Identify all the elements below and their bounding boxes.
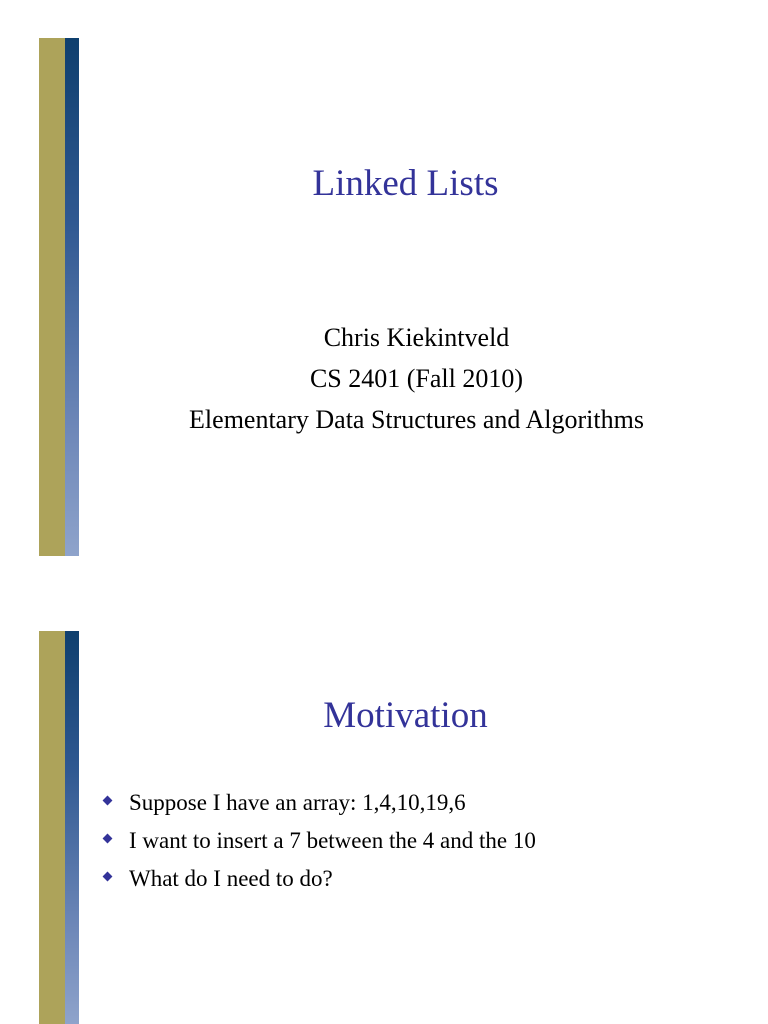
bullet-text: What do I need to do? (129, 866, 333, 891)
author-name: Chris Kiekintveld (323, 323, 510, 352)
list-item (104, 784, 536, 822)
decorative-bar-gold (39, 38, 65, 556)
bullet-text: Suppose I have an array: 1,4,10,19,6 (129, 790, 466, 815)
bullet-list (104, 784, 536, 898)
slide-heading: Motivation (323, 695, 488, 736)
bullet-text: I want to insert a 7 between the 4 and the 10 (129, 828, 536, 853)
decorative-bar-blue (65, 631, 79, 1024)
list-item (104, 822, 536, 860)
diamond-bullet-icon (103, 872, 113, 882)
slide-title-heading: Linked Lists (312, 163, 499, 204)
slide-motivation (0, 631, 768, 1024)
subtitle-block (79, 317, 768, 440)
diamond-bullet-icon (103, 796, 113, 806)
decorative-bar-gold (39, 631, 65, 1024)
slide-title (0, 38, 768, 556)
list-item (104, 860, 536, 898)
course-code: CS 2401 (Fall 2010) (309, 364, 524, 393)
diamond-bullet-icon (103, 834, 113, 844)
course-name: Elementary Data Structures and Algorithms (189, 405, 644, 434)
decorative-bar-blue (65, 38, 79, 556)
